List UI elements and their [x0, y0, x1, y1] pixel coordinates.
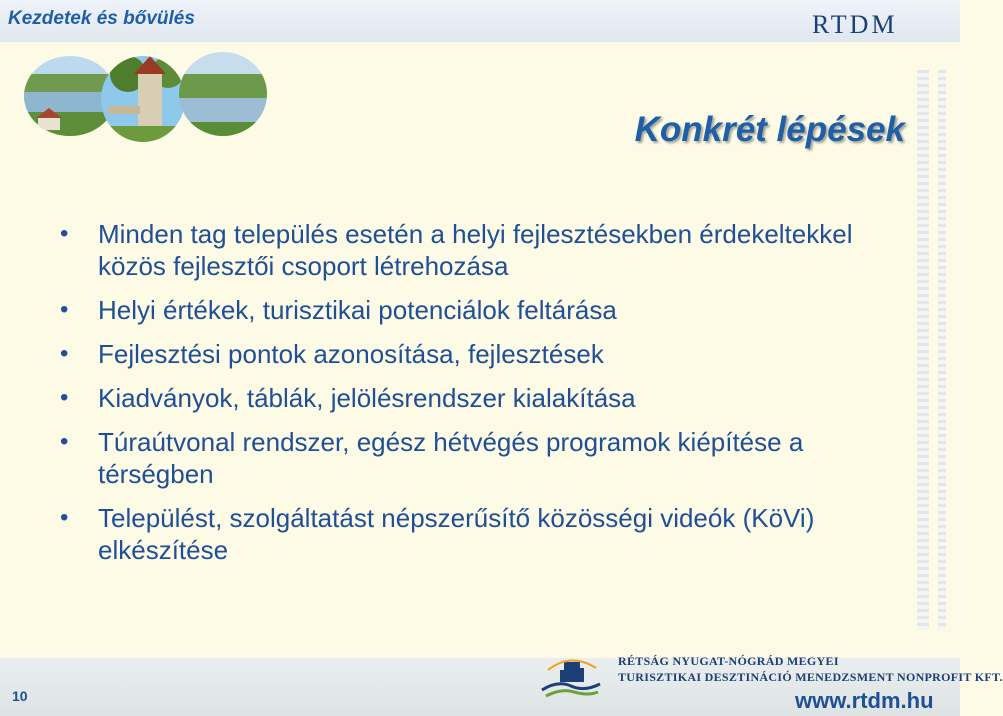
footer-org-name: RÉTSÁG NYUGAT-NÓGRÁD MEGYEI [618, 654, 839, 668]
landscape-photo-collage [18, 44, 268, 144]
footer-org-name: TURISZTIKAI DESZTINÁCIÓ MENEDZSMENT NONPROFIT KFT. [618, 670, 1003, 684]
bullet-item: • Kiadványok, táblák, jelölésrendszer kialakítása [58, 382, 908, 414]
rtdm-logo-text: RTDM [812, 10, 898, 39]
tower-photo [98, 44, 188, 146]
reservoir-photo [178, 44, 268, 147]
bullet-item: • Minden tag település esetén a helyi fejlesztésekben érdekeltekkel közös fejlesztői csoport létrehozása [58, 218, 908, 282]
bullet-item: • Túraútvonal rendszer, egész hétvégés programok kiépítése a térségben [58, 426, 908, 490]
bullet-item: • Helyi értékek, turisztikai potenciálok feltárása [58, 294, 908, 326]
page-number: 10 [12, 688, 28, 704]
section-title: Kezdetek és bővülés [8, 8, 195, 29]
decorative-stripe [917, 70, 929, 630]
bullet-item: • Települést, szolgáltatást népszerűsítő közösségi videók (KöVi) elkészítése [58, 502, 908, 566]
decorative-stripe [938, 70, 946, 630]
rtdm-logo [812, 10, 922, 40]
footer-url: www.rtdm.hu [795, 688, 934, 713]
bullet-item: • Fejlesztési pontok azonosítása, fejlesztések [58, 338, 908, 370]
slide-title: Konkrét lépések [634, 110, 905, 149]
castle-hill-logo-icon [538, 650, 604, 706]
bullet-list [58, 218, 908, 578]
